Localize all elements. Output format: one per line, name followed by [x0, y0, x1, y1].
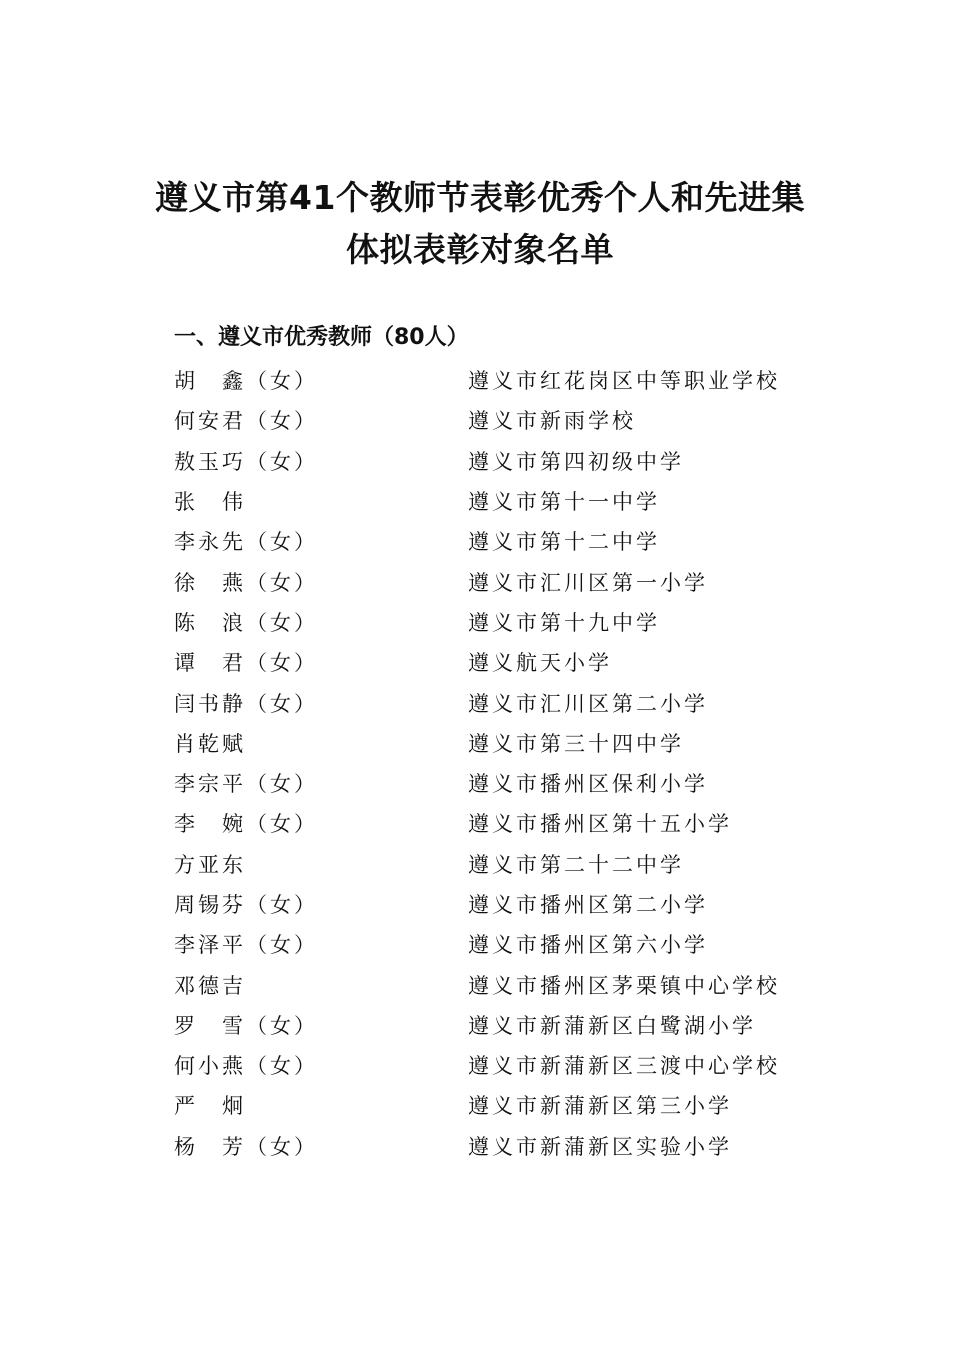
teacher-name: 谭 君（女）	[174, 651, 318, 676]
teacher-name: 严 炯	[174, 1094, 246, 1119]
teacher-name: 方亚东	[174, 852, 246, 877]
list-item	[174, 723, 814, 763]
teacher-name: 何小燕（女）	[174, 1054, 318, 1079]
teacher-name: 李 婉（女）	[174, 812, 318, 837]
list-item	[174, 803, 814, 843]
list-item	[174, 682, 814, 722]
teacher-name: 闫书静（女）	[174, 691, 318, 716]
teacher-name: 李永先（女）	[174, 530, 318, 555]
school-name: 遵义市播州区第六小学	[468, 933, 708, 958]
teacher-name: 徐 燕（女）	[174, 570, 318, 595]
teacher-name: 周锡芬（女）	[174, 893, 318, 917]
list-item	[174, 1005, 814, 1045]
list-item	[174, 481, 814, 521]
school-name: 遵义航天小学	[468, 651, 612, 676]
teacher-name: 胡 鑫（女）	[174, 369, 318, 394]
school-name: 遵义市播州区保利小学	[468, 772, 708, 797]
school-name: 遵义市第四初级中学	[468, 449, 684, 474]
section-heading: 一、遵义市优秀教师（80人）	[174, 325, 469, 350]
school-name: 遵义市第十二中学	[468, 530, 660, 555]
school-name: 遵义市新雨学校	[468, 409, 636, 434]
school-name: 遵义市汇川区第二小学	[468, 691, 708, 716]
teacher-name: 李宗平（女）	[174, 772, 318, 797]
list-item	[174, 964, 814, 1004]
school-name: 遵义市播州区第二小学	[468, 893, 708, 917]
list-item	[174, 521, 814, 561]
list-item	[174, 642, 814, 682]
school-name: 遵义市新蒲新区实验小学	[468, 1134, 732, 1159]
teacher-name: 肖乾赋	[174, 731, 246, 756]
list-item	[174, 360, 814, 400]
list-item	[174, 561, 814, 601]
school-name: 遵义市播州区第十五小学	[468, 812, 732, 837]
teacher-name: 张 伟	[174, 490, 246, 515]
school-name: 遵义市第十一中学	[468, 490, 660, 515]
list-item	[174, 924, 814, 964]
teacher-name: 邓德吉	[174, 973, 246, 998]
title-line-2: 体拟表彰对象名单	[346, 230, 614, 269]
school-name: 遵义市新蒲新区第三小学	[468, 1094, 732, 1119]
school-name: 遵义市红花岗区中等职业学校	[468, 369, 780, 394]
list-item	[174, 400, 814, 440]
list-item	[174, 602, 814, 642]
teacher-name: 陈 浪（女）	[174, 610, 318, 635]
list-item	[174, 1085, 814, 1125]
document-title	[60, 172, 900, 276]
teacher-name: 敖玉巧（女）	[174, 449, 318, 474]
school-name: 遵义市汇川区第一小学	[468, 570, 708, 595]
list-item	[174, 1126, 814, 1166]
title-line-1: 遵义市第41个教师节表彰优秀个人和先进集	[155, 178, 805, 217]
school-name: 遵义市第二十二中学	[468, 852, 684, 877]
school-name: 遵义市新蒲新区三渡中心学校	[468, 1054, 780, 1079]
school-name: 遵义市第三十四中学	[468, 731, 684, 756]
list-item	[174, 1045, 814, 1085]
teacher-name: 罗 雪（女）	[174, 1013, 318, 1038]
list-item	[174, 884, 814, 924]
teacher-name: 何安君（女）	[174, 409, 318, 434]
list-item	[174, 844, 814, 884]
school-name: 遵义市播州区茅栗镇中心学校	[468, 973, 780, 998]
teacher-name: 杨 芳（女）	[174, 1134, 318, 1159]
list-item	[174, 763, 814, 803]
teacher-name: 李泽平（女）	[174, 933, 318, 958]
school-name: 遵义市新蒲新区白鹭湖小学	[468, 1013, 756, 1038]
school-name: 遵义市第十九中学	[468, 610, 660, 635]
teacher-list	[174, 360, 814, 1166]
list-item	[174, 441, 814, 481]
